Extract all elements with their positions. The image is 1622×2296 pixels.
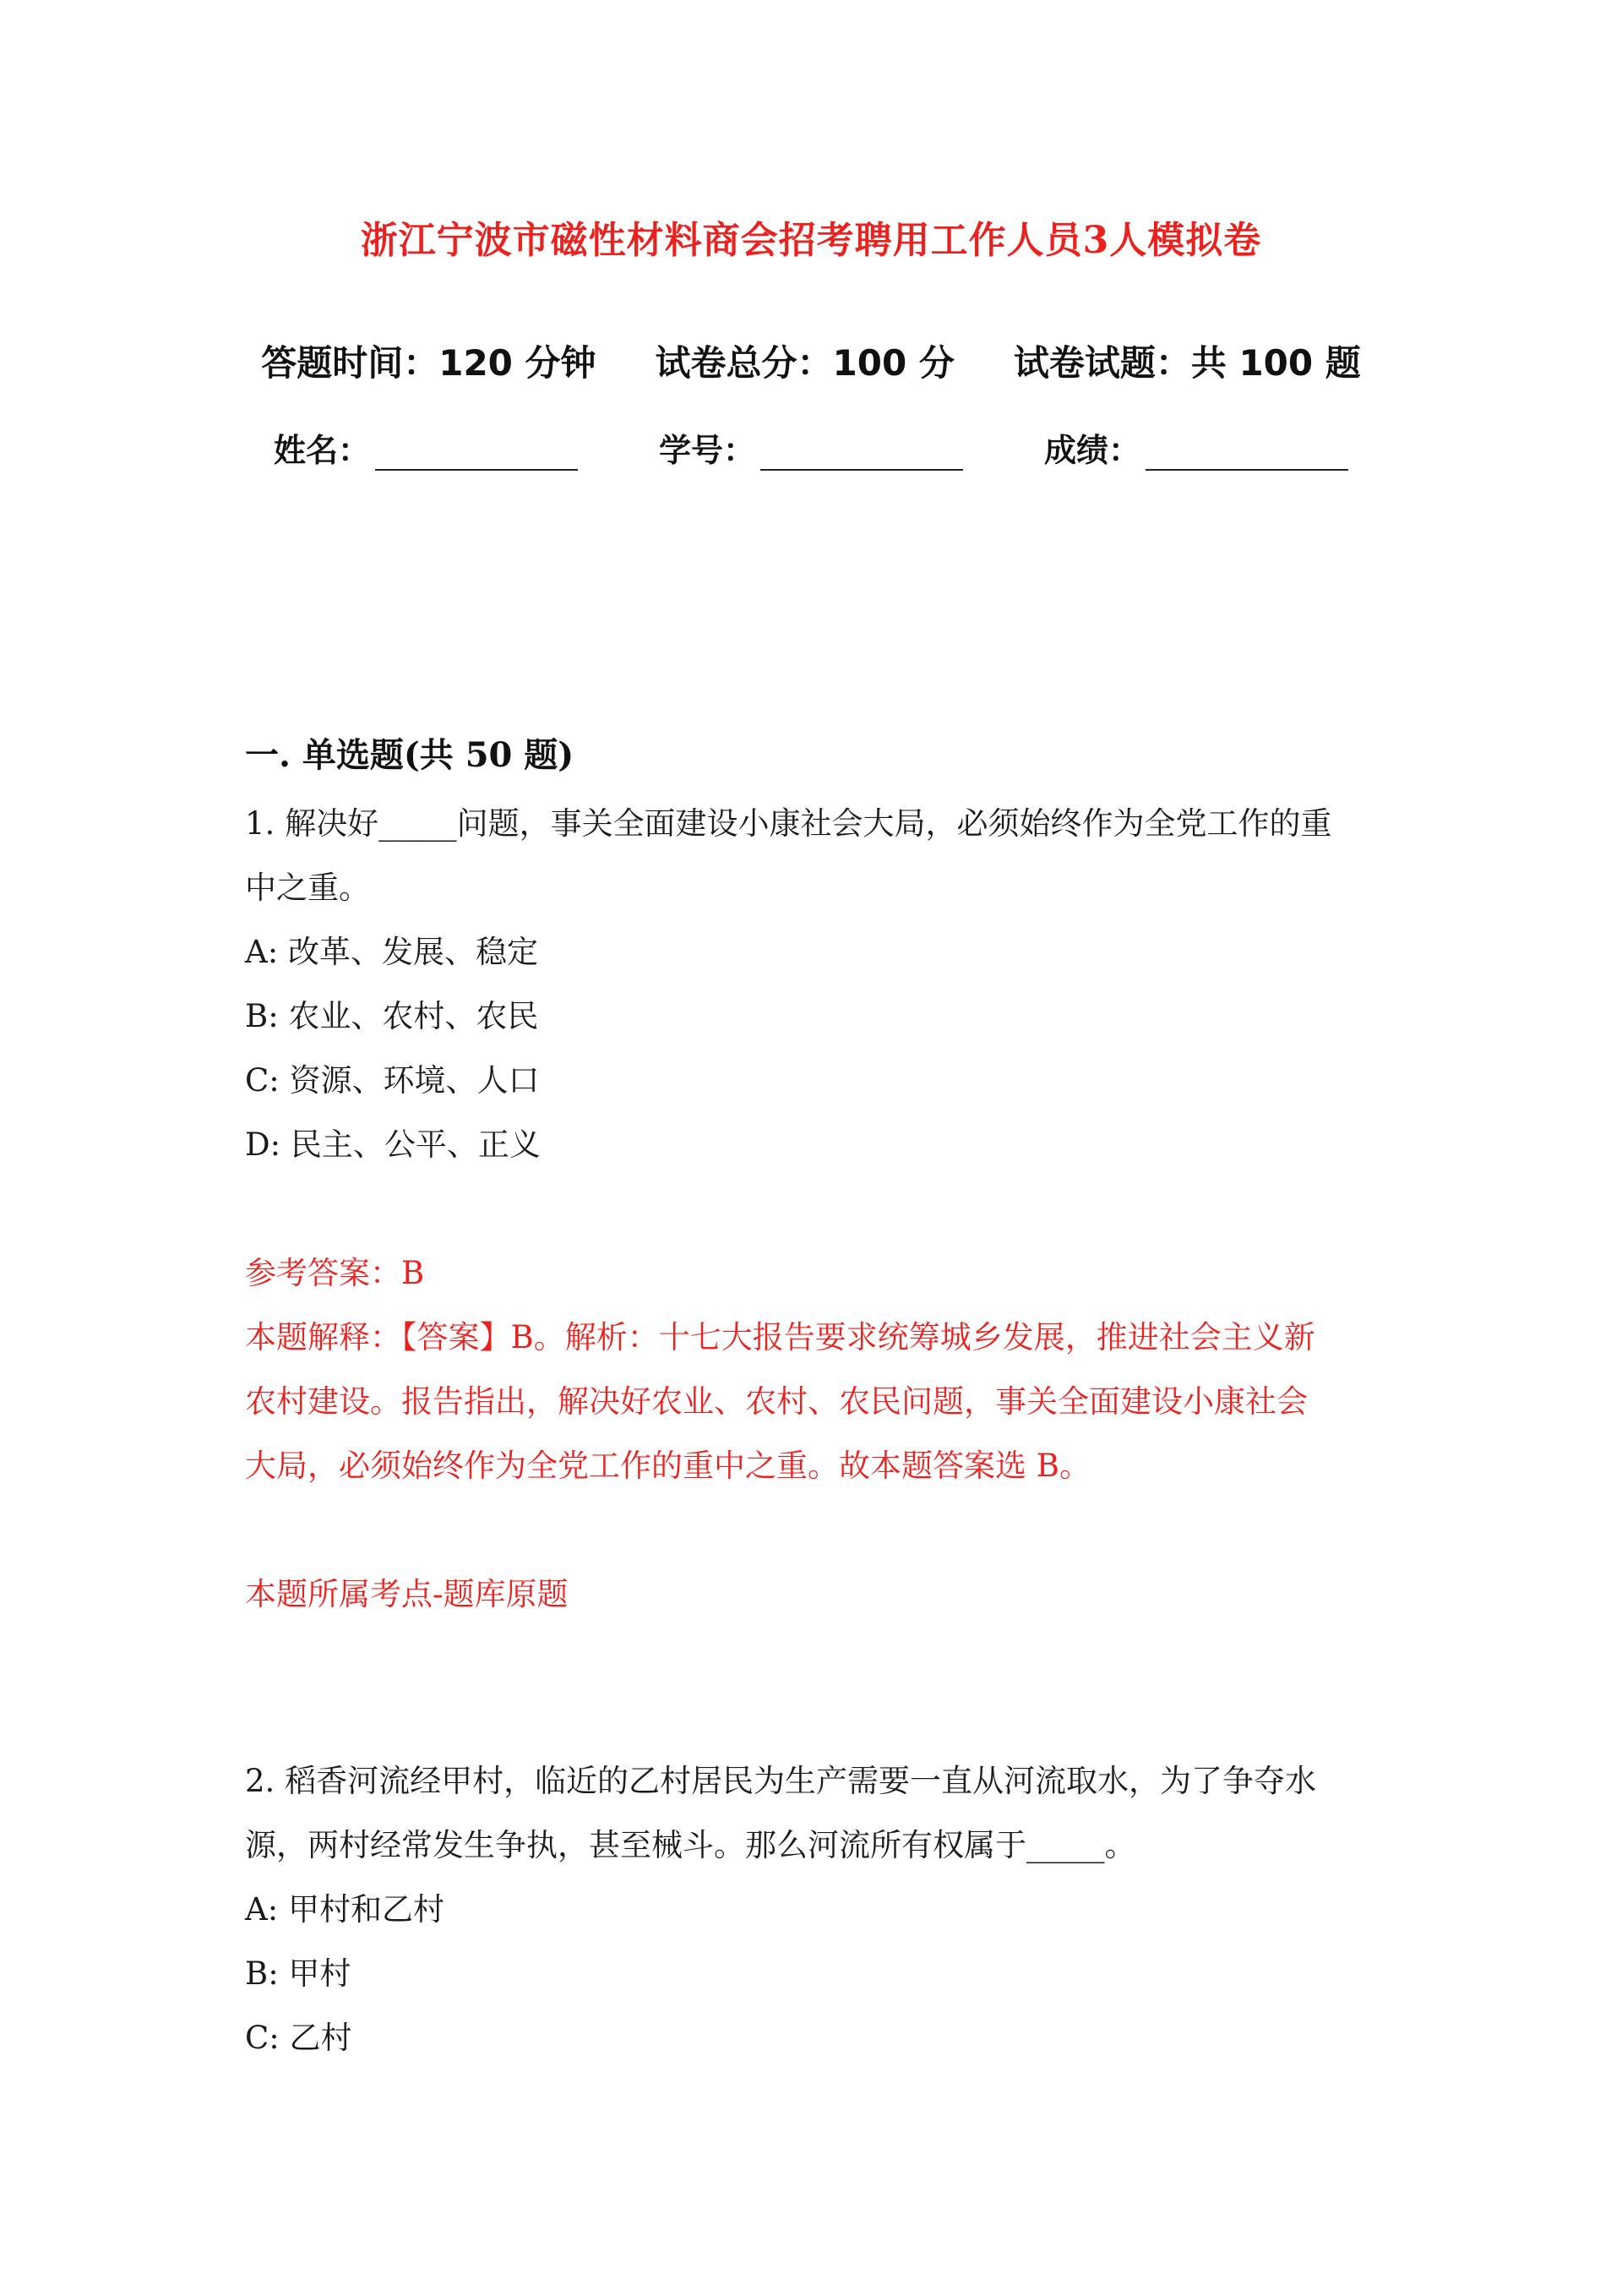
exam-meta xyxy=(0,335,1622,386)
question-1 xyxy=(245,792,1377,1627)
question-2 xyxy=(245,1749,1377,2070)
explanation: 大局，必须始终作为全党工作的重中之重。故本题答案选 B。 xyxy=(245,1448,1091,1484)
question-stem: 源，两村经常发生争执，甚至械斗。那么河流所有权属于_____。 xyxy=(245,1827,1136,1863)
name-label: 姓名： xyxy=(273,432,370,469)
topic-tag: 本题所属考点-题库原题 xyxy=(245,1576,569,1612)
name-blank[interactable] xyxy=(375,440,578,471)
name-field[interactable] xyxy=(274,424,578,471)
exam-question-count: 试卷试题：共 100 题 xyxy=(1013,342,1361,384)
question-stem: 中之重。 xyxy=(245,870,370,906)
score-blank[interactable] xyxy=(1146,440,1348,471)
reference-answer: 参考答案：B xyxy=(245,1255,425,1291)
page-title: 浙江宁波市磁性材料商会招考聘用工作人员3人模拟卷 xyxy=(360,219,1262,262)
question-stem: 2. 稻香河流经甲村，临近的乙村居民为生产需要一直从河流取水，为了争夺水 xyxy=(245,1763,1317,1799)
exam-total-score: 试卷总分：100 分 xyxy=(655,342,955,384)
option-a: A: 甲村和乙村 xyxy=(245,1891,444,1928)
option-c: C: 乙村 xyxy=(245,2020,352,2056)
section-title: 一. 单选题(共 50 题) xyxy=(245,735,574,775)
option-b: B: 农业、农村、农民 xyxy=(245,998,539,1034)
explanation: 本题解释：【答案】B。解析：十七大报告要求统筹城乡发展，推进社会主义新 xyxy=(245,1319,1315,1355)
student-id-field[interactable] xyxy=(659,424,963,471)
score-field[interactable] xyxy=(1044,424,1348,471)
option-b: B: 甲村 xyxy=(245,1955,351,1992)
option-a: A: 改革、发展、稳定 xyxy=(245,934,538,970)
student-id-blank[interactable] xyxy=(760,440,963,471)
student-fields xyxy=(0,424,1622,471)
question-stem: 1. 解决好_____问题，事关全面建设小康社会大局，必须始终作为全党工作的重 xyxy=(245,805,1332,842)
option-d: D: 民主、公平、正义 xyxy=(245,1126,541,1163)
student-id-label: 学号： xyxy=(658,432,755,469)
score-label: 成绩： xyxy=(1044,432,1141,469)
explanation: 农村建设。报告指出，解决好农业、农村、农民问题，事关全面建设小康社会 xyxy=(245,1383,1308,1420)
option-c: C: 资源、环境、人口 xyxy=(245,1062,540,1099)
exam-time: 答题时间：120 分钟 xyxy=(261,342,596,384)
